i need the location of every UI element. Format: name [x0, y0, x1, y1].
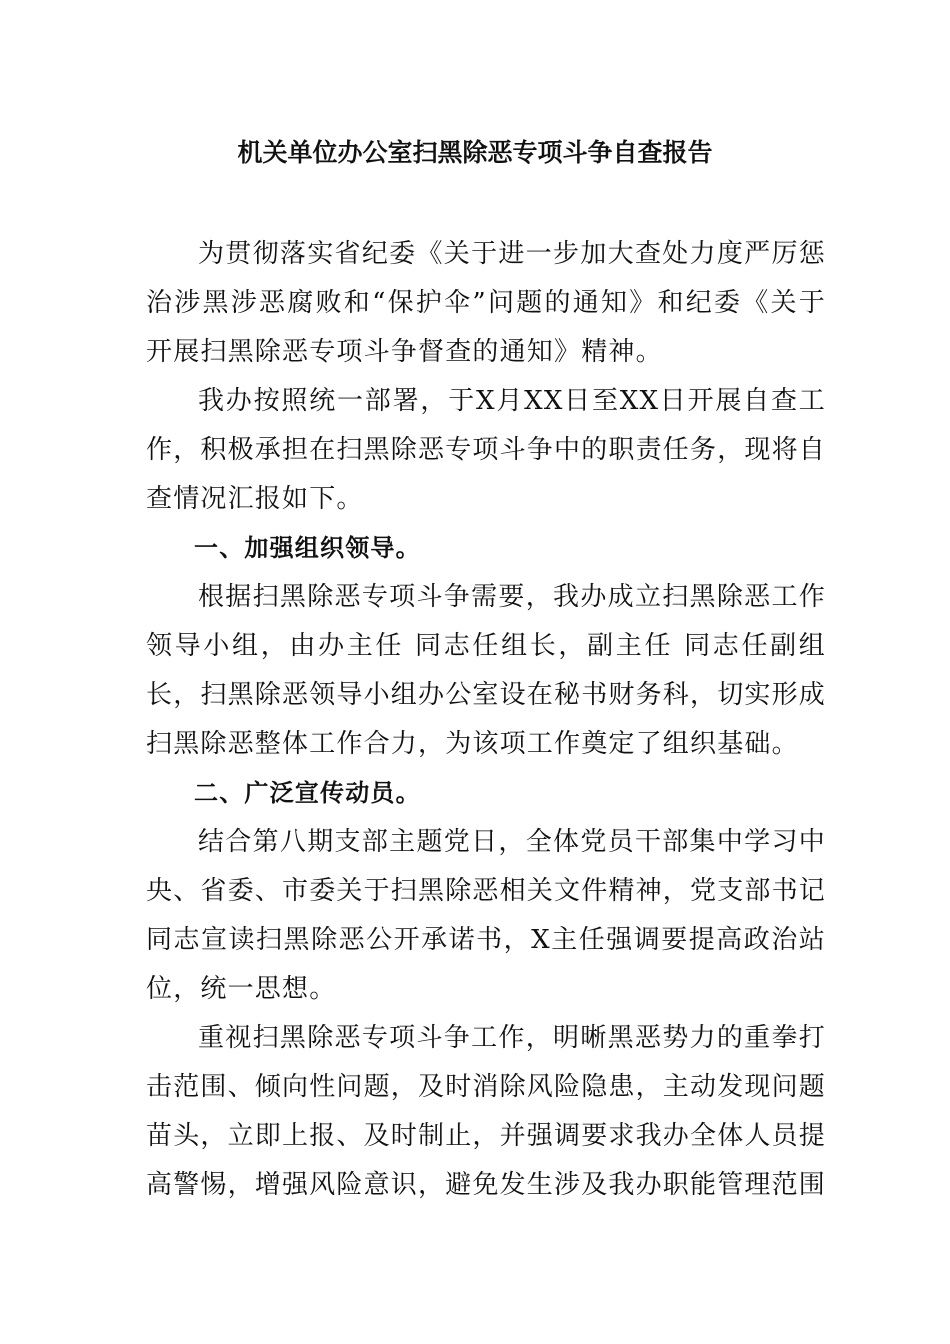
section-heading-organization: 一、加强组织领导。 [194, 534, 421, 562]
document-title: 机关单位办公室扫黑除恶专项斗争自查报告 [237, 138, 713, 167]
section-heading-publicity: 二、广泛宣传动员。 [194, 779, 421, 807]
self-check-paragraph: 我办按照统一部署，于X月XX日至XX日开展自查工作，积极承担在扫黑除恶专项斗争中的职责任务，现将自查情况汇报如下。 [146, 386, 827, 514]
publicity-paragraph: 结合第八期支部主题党日，全体党员干部集中学习中央、省委、市委关于扫黑除恶相关文件精神，党支部书记同志宣读扫黑除恶公开承诺书，X主任强调要提高政治站位，统一思想。 [146, 827, 827, 1004]
organization-paragraph: 根据扫黑除恶专项斗争需要，我办成立扫黑除恶工作领导小组，由办主任 同志任组长，副主任 同志任副组长，扫黑除恶领导小组办公室设在秘书财务科，切实形成扫黑除恶整体工作合力，为该项工作奠定了组织基础。 [146, 582, 827, 759]
risk-paragraph: 重视扫黑除恶专项斗争工作，明晰黑恶势力的重拳打击范围、倾向性问题，及时消除风险隐患，主动发现问题苗头，立即上报、及时制止，并强调要求我办全体人员提高警惕，增强风险意识，避免发生涉及我办职能管理范围 [146, 1023, 827, 1200]
intro-paragraph: 为贯彻落实省纪委《关于进一步加大查处力度严厉惩治涉黑涉恶腐败和“保护伞”问题的通知》和纪委《关于开展扫黑除恶专项斗争督查的通知》精神。 [146, 239, 826, 367]
document-body [146, 230, 826, 1210]
